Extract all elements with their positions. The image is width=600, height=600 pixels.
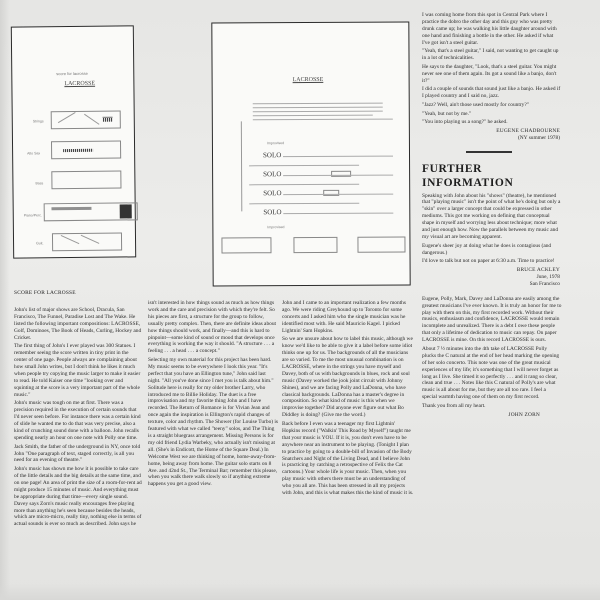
score-text-line (253, 111, 383, 113)
score-mini-staff (293, 237, 337, 253)
score-row-label: Strings (32, 119, 44, 124)
text-column-1 (14, 307, 142, 530)
paragraph: John and I came to an important realization a few months ago. We were riding Greyhound up to Toronto for some concerts and I asked him who the single musician was he identified most with. He said Mauricio Kagel. I picked Lightnin' Sam Hopkins. (282, 300, 406, 334)
score-text-line (249, 203, 359, 205)
paragraph: "You into playing us a song?" he asked. (422, 119, 508, 126)
score-row-label: Bass (35, 181, 44, 186)
spacer (422, 288, 562, 296)
section-divider (466, 151, 512, 153)
score-caption: SCORE FOR LACROSSE (14, 290, 76, 296)
paragraph: Thank you from all my heart. (422, 402, 486, 409)
score-text-line (249, 165, 359, 167)
score-text-line (253, 107, 383, 109)
paragraph: John's music has shown me how it is possible to take care of the little details and the big details at the same time, and on one page! An area of print the size of a room-for-rent ad might produce 15 minutes of music. And everything must be appropriate during that time—every single sound. Davey says Zorn's music really encourages free playing more than anything he's seen because besides the heads, which are micro-micro, really tiny, nothing else in terms of actual sounds is ever so much as described. John says he (14, 466, 142, 528)
paragraph: "Yeah, but not by me." (422, 110, 472, 117)
signature-date: June, 1978 (536, 273, 560, 280)
score-bracket-line (241, 121, 242, 211)
score-dense-notation (52, 207, 92, 210)
score-row-label: Alto Sax (27, 151, 41, 156)
score-section-end-label: Improvised (267, 225, 285, 230)
score-mini-staff (357, 237, 405, 253)
score-image-right (211, 21, 410, 286)
text-column-3 (282, 300, 414, 499)
score-solo-label: SOLO (262, 151, 282, 160)
paragraph: Speaking with John about his "shows" (theatre), he mentioned that "playing music" isn't the point of what he's doing but only a "skin" over a larger concept that could be expressed in other mediums. This got me working on defining that conceptual shape in myself and worrying less about technique; more what and just enough how. Now the parallels between my music and my visual art are becoming apparent. (422, 192, 561, 241)
score-solo-label: SOLO (263, 189, 282, 198)
paragraph: "Yeah, that's a steel guitar," I said, not wanting to get caught up in a lot of technicalities. (422, 48, 559, 62)
score-dense-notation (63, 149, 93, 152)
score-staff-box (51, 171, 121, 190)
score-image-left (11, 25, 136, 258)
text-column-2 (148, 300, 278, 490)
scan-edge-shadow (0, 0, 10, 600)
paragraph: isn't interested in how things sound as much as how things work and the care and precision with which they're felt. So his pieces are first, a structure for the group to follow, usually pretty complex. Then, there are definite ideas about how things should work, and finally—and this is hard to pinpoint—some kind of sound or mood that develops once everything is working the way it should. "A structure . . . a feeling . . . a head . . . a concept." (148, 300, 277, 355)
paragraph: He says to the daughter, "Look, that's a steel guitar. You might never see one of them again. Its got a sound like a banjo, don't it?" (422, 63, 557, 84)
paragraph: John's list of major shows are School, Dracula, San Francisco, The Funnel, Paradise Lost and The Wake. He listed the following important compositions: LACROSSE, Golf, Dominoes, The Book of Heads, Curling, Hockey and Cricket. (14, 307, 142, 341)
paragraph: Jack Smith, the father of the underground in NY, once told John "One paragraph of text, staged correctly, is all you need for an evening of theatre." (14, 443, 141, 464)
paragraph: "Jazz? Well, ain't those used mostly for country?" (422, 102, 529, 109)
score-dark-block (120, 204, 132, 218)
score-row-label: Piano/Perc. (23, 213, 42, 218)
score-mini-staff (221, 237, 271, 253)
score-text-line (283, 213, 393, 215)
score-solo-label: SOLO (263, 170, 282, 179)
score-text-line (249, 184, 359, 186)
score-section-label: Improvised (266, 141, 285, 146)
score-row-label: Guit. (36, 241, 44, 246)
signature-zorn: JOHN ZORN (508, 411, 540, 418)
paragraph: Selecting my own material for this project has been hard. My music seems to be everywhere I look this year. "It's perfect that you have an Ellington tune," John said last night. "All you've done since I met you is talk about him." Solitude here is really for my older brother Larry, who introduced me to Billie Holiday. The duet is a free improvisation and my favorite thing John and I have recorded. The Return of Romance is for Vivian Jean and once again the inspiration is Ellington's rapid changes of texture, color and rhythm. The Shower (for Louise Turbo) is featured with what we called "teeny" solos, and The Thing is a straight bluegrass arrangement. Missing Persons is for my old friend Lydia Warbeky, who actually isn't missing at all. (She's in Endicott, the Home of the Square Deal.) In Welcome West we are thinking of home, home-away-from-home, being away from home. The guitar solo starts on 8 Ave. and 42nd St., The Terminal Bar; remember this please, when you walk there walk slowly so if anything extreme happens you get a good view. (148, 357, 279, 488)
paragraph: So we are unsure about how to label this music, although we know we'd like to be able to give it a label before some idiot thinks one up for us. The backgrounds of all the musicians are so varied. To me the most unusual combination is on LACROSSE, where in the strings you have myself and Davey, both of us with backgrounds in blues, rock and soul music (Davey worked the jook joint circuit with Johnny Shines), and we are facing Polly and LaDonna, who have classical backgrounds. LaDonna has a master's degree in composition. So what kind of music is this when we improvise together? Did anyone ever figure out what Bo Diddley is doing? (Give me the word.) (282, 336, 413, 419)
paragraph: I did a couple of sounds that sound just like a banjo. He asked if I played country and I said no, jazz. (422, 86, 561, 100)
score-text-line (253, 115, 373, 117)
score-solo-label: SOLO (263, 208, 282, 217)
signature-place: San Francisco (529, 280, 560, 287)
paragraph: I'd love to talk but not on paper at 6:30 a.m. Time to practice! (422, 258, 555, 265)
paragraph: Back before I even was a teenager my first Lightnin' Hopkins record ("Walkin' This Road by Myself") taught me that your music is YOU. If it is, you don't even have to be anywhere near an instrument to be playing. (Tonight I plan to practice by going to a double-bill of Invasion of the Body Snatchers and Night of the Living Dead, and I believe John is practicing by catching a retrospective of Felix the Cat cartoons.) Your whole life is your music. Then, when you play music with others there must be an understanding of who you all are. This has been stressed in all my projects with John, and this is what makes this the kind of music it is. (282, 421, 414, 497)
signature-ackley: BRUCE ACKLEY (516, 267, 560, 274)
score-title-word: LACROSSE (64, 80, 96, 88)
scan-bottom-shadow (0, 584, 600, 600)
paragraph: I was coming home from this spot in Central Park where I practice the dobro the other day and this guy who was pretty drunk came up; he was walking his little daughter around with one hand and finishing a bottle in the other. He asked if what I've got isn't a steel guitar. (422, 12, 557, 46)
score-text-line (253, 103, 383, 105)
score-text-line (253, 119, 393, 121)
score-title-word: LACROSSE (292, 76, 324, 84)
paragraph: Eugene, Polly, Mark, Davey and LaDonna are easily among the greatest musicians I've ever known. It is truly an honor for me to play with them on this, my first recorded work. Without their musics, enthusiasm and confidence, LACROSSE would remain incomplete and unrealized. There is a debt I owe these people that only a lifetime of dedication to music can repay. On paper LACROSSE is mine. On this record LACROSSE is ours. (422, 295, 562, 344)
score-text-line (283, 156, 393, 158)
section-title: FURTHER INFORMATION (422, 162, 514, 189)
text-column-4 (422, 12, 562, 419)
paragraph: Eugene's sheer joy at doing what he does is contagious (and dangerous.) (422, 242, 552, 256)
signature-chadbourne: EUGENE CHADBOURNE (496, 128, 560, 135)
paragraph: About 7 ½ minutes into the 4th take of LACROSSE Polly plucks the C natural at the end of her head marking the opening of her solo concerto. This note was one of the great musical experiences of my life; it's something that I will never forget as long as I live. She timed it so perfectly . . . and it rang so clear, clean and true . . . Notes like this C natural of Polly's are what music is all about for me, but they are all too rare. I feel a special warmth having one of them on my first record. (422, 345, 560, 401)
score-small-title: score for lacrosse (56, 70, 88, 77)
signature-date: (NY summer 1978) (517, 135, 560, 142)
paragraph: John's music was tough on me at first. There was a precision required in the execution of certain sounds that I'd never seen before. For instance there was a certain kind of slide he wanted me to do that was very precise, also a kind of crunching sound done with a balloon. John recalls spending nearly an hour on one note with Polly one time. (14, 400, 141, 441)
score-dense-notation (103, 117, 113, 122)
paragraph: The first thing of John's I ever played was 300 Statues. I remember seeing the score written in tiny print in the center of one page. People always are complaining about how small John writes, but I don't think he likes it much when people try copying the music larger to make it easier to read. He told Kaiser one time "looking over and squinting at the score is a very important part of the whole music." (14, 343, 141, 398)
